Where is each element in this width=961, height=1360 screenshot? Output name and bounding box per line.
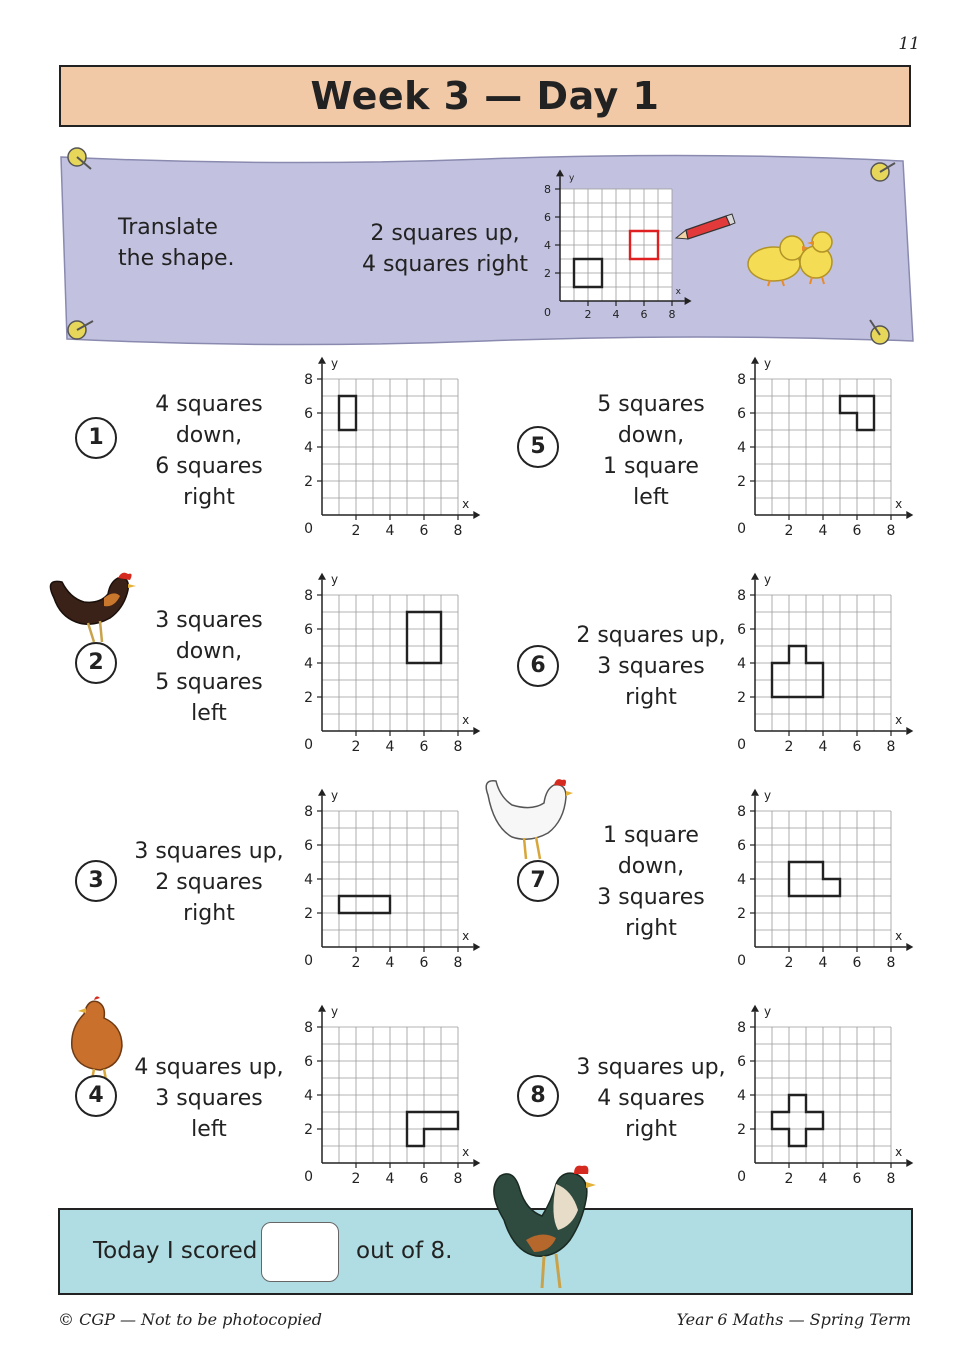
x-axis-label: x [895, 929, 903, 943]
x-axis-arrow [906, 943, 913, 951]
question-5-grid [725, 349, 921, 545]
y-axis-label: y [331, 356, 339, 371]
y-axis-label: y [764, 1004, 772, 1019]
question-text-line: left [191, 1117, 227, 1142]
question-number-7: 7 [517, 860, 559, 902]
x-tick-label: 4 [818, 955, 828, 971]
y-tick-label: 8 [544, 182, 551, 196]
x-tick-label: 6 [640, 308, 648, 321]
score-suffix: out of 8. [356, 1238, 453, 1264]
x-tick-label: 8 [453, 739, 463, 755]
y-tick-label: 6 [737, 621, 746, 638]
y-tick-label: 4 [304, 871, 313, 888]
x-tick-label: 6 [852, 1171, 862, 1187]
page-number: 11 [898, 34, 920, 54]
y-tick-label: 6 [304, 405, 313, 422]
y-tick-label: 8 [304, 371, 313, 388]
question-text-line: 3 squares [597, 885, 705, 910]
question-text-line: 3 squares up, [134, 839, 284, 864]
x-axis-arrow [473, 727, 480, 735]
example-instruction: Translate the shape. [118, 215, 235, 271]
question-text-line: 3 squares up, [576, 1055, 726, 1080]
x-axis-arrow [473, 1159, 480, 1167]
y-axis-label: y [331, 1004, 339, 1019]
question-text-line: 4 squares [155, 392, 263, 417]
y-tick-label: 2 [304, 1121, 313, 1138]
y-tick-label: 8 [737, 803, 746, 820]
x-tick-label: 2 [351, 523, 361, 539]
question-text-line: down, [175, 423, 243, 448]
y-tick-label: 4 [737, 1087, 746, 1104]
question-number-4: 4 [75, 1075, 117, 1117]
y-tick-label: 4 [304, 439, 313, 456]
origin-label: 0 [737, 953, 746, 969]
y-tick-label: 8 [304, 1019, 313, 1036]
question-text-line: down, [617, 423, 685, 448]
question-8-text [566, 1052, 736, 1145]
y-tick-label: 2 [737, 905, 746, 922]
example-direction: 2 squares up, 4 squares right [361, 221, 529, 277]
question-text-line: right [625, 685, 677, 710]
x-axis-label: x [462, 713, 470, 727]
y-tick-label: 8 [304, 803, 313, 820]
x-axis-arrow [906, 511, 913, 519]
x-axis-label: x [895, 1145, 903, 1159]
y-tick-label: 2 [304, 473, 313, 490]
y-tick-label: 4 [544, 238, 551, 252]
question-2-text [124, 605, 294, 729]
origin-label: 0 [544, 306, 551, 319]
x-tick-label: 6 [419, 955, 429, 971]
x-tick-label: 4 [385, 955, 395, 971]
x-axis-label: x [895, 713, 903, 727]
y-axis-arrow [751, 1005, 759, 1012]
y-tick-label: 8 [304, 587, 313, 604]
y-axis-label: y [331, 572, 339, 587]
x-tick-label: 8 [886, 739, 896, 755]
y-tick-label: 2 [737, 1121, 746, 1138]
x-tick-label: 8 [668, 308, 676, 321]
question-text-line: 4 squares [597, 1086, 705, 1111]
question-number-6: 6 [517, 645, 559, 687]
question-text-line: left [191, 701, 227, 726]
origin-label: 0 [737, 737, 746, 753]
question-7-text [566, 820, 736, 944]
y-tick-label: 6 [304, 837, 313, 854]
x-tick-label: 2 [351, 739, 361, 755]
y-axis-label: y [331, 788, 339, 803]
y-axis-arrow [556, 169, 564, 176]
x-axis-label: x [462, 929, 470, 943]
question-4-text [124, 1052, 294, 1145]
y-tick-label: 4 [304, 655, 313, 672]
y-axis-label: y [764, 788, 772, 803]
y-tick-label: 6 [544, 210, 551, 224]
y-tick-label: 4 [304, 1087, 313, 1104]
y-axis-arrow [318, 573, 326, 580]
question-5-text [566, 389, 736, 513]
question-6-grid [725, 565, 921, 761]
question-1-grid [292, 349, 488, 545]
x-tick-label: 8 [886, 955, 896, 971]
question-6-text [566, 620, 736, 713]
y-axis-arrow [318, 1005, 326, 1012]
question-text-line: 6 squares [155, 454, 263, 479]
question-7-grid [725, 781, 921, 977]
question-3-text [124, 836, 294, 929]
question-number-3: 3 [75, 860, 117, 902]
origin-label: 0 [304, 737, 313, 753]
x-axis-arrow [685, 297, 692, 305]
y-tick-label: 2 [304, 689, 313, 706]
question-1-text [124, 389, 294, 513]
origin-label: 0 [737, 521, 746, 537]
question-text-line: 3 squares [155, 1086, 263, 1111]
y-axis-label: y [764, 572, 772, 587]
question-text-line: right [625, 916, 677, 941]
question-number-5: 5 [517, 426, 559, 468]
question-8-grid [725, 997, 921, 1193]
question-2-grid [292, 565, 488, 761]
question-text-line: 2 squares [155, 870, 263, 895]
x-axis-label: x [462, 1145, 470, 1159]
cockerel-icon [486, 1160, 602, 1292]
x-axis-arrow [906, 1159, 913, 1167]
x-tick-label: 8 [453, 523, 463, 539]
origin-label: 0 [304, 953, 313, 969]
x-tick-label: 4 [612, 308, 620, 321]
x-tick-label: 4 [818, 523, 828, 539]
origin-label: 0 [737, 1169, 746, 1185]
question-text-line: down, [617, 854, 685, 879]
question-text-line: 5 squares [155, 670, 263, 695]
y-axis-label: y [764, 356, 772, 371]
x-axis-label: x [675, 287, 681, 297]
pencil-icon [672, 212, 736, 246]
y-tick-label: 6 [304, 1053, 313, 1070]
x-axis-arrow [906, 727, 913, 735]
page-title: Week 3 — Day 1 [59, 65, 911, 127]
question-text-line: 3 squares [155, 608, 263, 633]
x-tick-label: 8 [886, 1171, 896, 1187]
x-tick-label: 8 [886, 523, 896, 539]
x-tick-label: 2 [784, 739, 794, 755]
x-tick-label: 6 [419, 1171, 429, 1187]
question-3-grid [292, 781, 488, 977]
x-tick-label: 4 [818, 1171, 828, 1187]
question-4-grid [292, 997, 488, 1193]
score-prefix: Today I scored [93, 1238, 258, 1264]
white-hen-icon [480, 775, 574, 863]
y-axis-arrow [751, 573, 759, 580]
question-text-line: 1 square [603, 454, 699, 479]
y-axis-arrow [318, 357, 326, 364]
y-axis-arrow [318, 789, 326, 796]
question-text-line: 3 squares [597, 654, 705, 679]
question-text-line: right [183, 485, 235, 510]
x-tick-label: 4 [385, 523, 395, 539]
x-tick-label: 2 [784, 523, 794, 539]
y-tick-label: 6 [737, 837, 746, 854]
question-number-2: 2 [75, 642, 117, 684]
x-tick-label: 6 [852, 739, 862, 755]
y-axis-label: y [569, 173, 575, 184]
x-tick-label: 6 [419, 523, 429, 539]
brown-hen-icon [64, 994, 128, 1082]
chicks-icon [742, 226, 842, 288]
y-tick-label: 8 [737, 587, 746, 604]
x-tick-label: 6 [419, 739, 429, 755]
y-tick-label: 2 [737, 473, 746, 490]
y-tick-label: 6 [737, 1053, 746, 1070]
question-text-line: 1 square [603, 823, 699, 848]
x-tick-label: 4 [385, 739, 395, 755]
y-tick-label: 8 [737, 1019, 746, 1036]
y-axis-arrow [751, 357, 759, 364]
y-tick-label: 2 [304, 905, 313, 922]
question-text-line: right [625, 1117, 677, 1142]
question-number-1: 1 [75, 417, 117, 459]
question-text-line: right [183, 901, 235, 926]
y-tick-label: 4 [737, 655, 746, 672]
x-tick-label: 4 [385, 1171, 395, 1187]
x-tick-label: 8 [453, 955, 463, 971]
x-tick-label: 6 [852, 955, 862, 971]
footer-copyright: © CGP — Not to be photocopied [58, 1310, 323, 1329]
rooster-icon [44, 568, 136, 646]
question-text-line: 2 squares up, [576, 623, 726, 648]
origin-label: 0 [304, 521, 313, 537]
x-axis-arrow [473, 943, 480, 951]
y-tick-label: 4 [737, 871, 746, 888]
y-tick-label: 2 [544, 266, 551, 280]
x-axis-label: x [462, 497, 470, 511]
x-tick-label: 2 [784, 955, 794, 971]
x-tick-label: 6 [852, 523, 862, 539]
question-text-line: left [633, 485, 669, 510]
x-tick-label: 8 [453, 1171, 463, 1187]
x-axis-arrow [473, 511, 480, 519]
x-tick-label: 2 [784, 1171, 794, 1187]
question-text-line: 5 squares [597, 392, 705, 417]
y-axis-arrow [751, 789, 759, 796]
x-axis-label: x [895, 497, 903, 511]
question-text-line: 4 squares up, [134, 1055, 284, 1080]
question-number-8: 8 [517, 1075, 559, 1117]
footer-term: Year 6 Maths — Spring Term [676, 1310, 911, 1329]
x-tick-label: 2 [584, 308, 592, 321]
origin-label: 0 [304, 1169, 313, 1185]
x-tick-label: 2 [351, 955, 361, 971]
x-tick-label: 4 [818, 739, 828, 755]
y-tick-label: 2 [737, 689, 746, 706]
y-tick-label: 4 [737, 439, 746, 456]
y-tick-label: 6 [304, 621, 313, 638]
question-text-line: down, [175, 639, 243, 664]
y-tick-label: 8 [737, 371, 746, 388]
y-tick-label: 6 [737, 405, 746, 422]
x-tick-label: 2 [351, 1171, 361, 1187]
score-input-box[interactable] [261, 1222, 339, 1282]
